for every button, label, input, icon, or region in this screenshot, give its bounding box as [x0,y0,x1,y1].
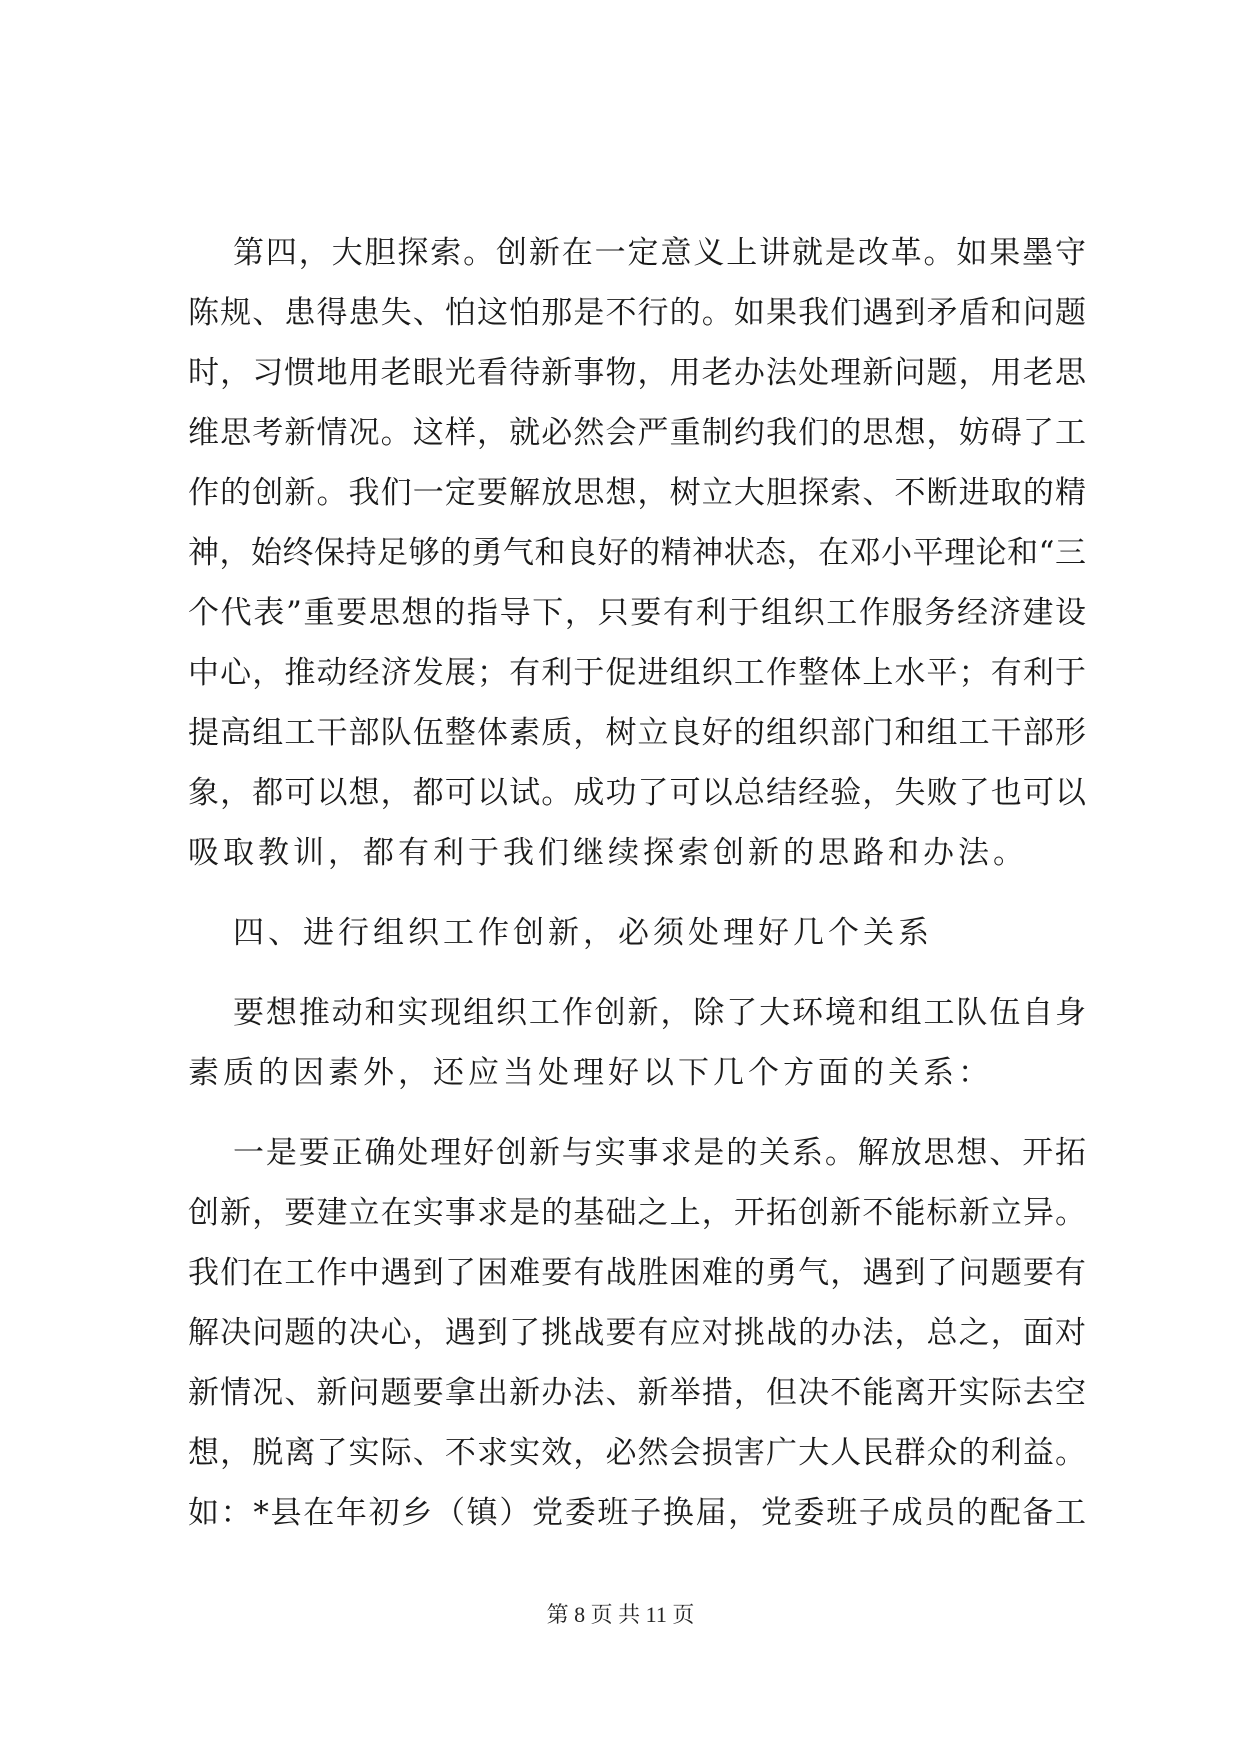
paragraph-line: 中心，推动经济发展；有利于促进组织工作整体上水平；有利于 [188,655,1086,691]
paragraph-line: 时，习惯地用老眼光看待新事物，用老办法处理新问题，用老思 [188,355,1086,391]
paragraph-line: 解决问题的决心，遇到了挑战要有应对挑战的办法，总之，面对 [188,1315,1086,1351]
paragraph-line: 如：*县在年初乡（镇）党委班子换届，党委班子成员的配备工 [188,1495,1086,1531]
paragraph-line: 要想推动和实现组织工作创新，除了大环境和组工队伍自身 [233,995,1086,1031]
paragraph-line: 个代表”重要思想的指导下，只要有利于组织工作服务经济建设 [188,595,1086,631]
paragraph-line: 第四，大胆探索。创新在一定意义上讲就是改革。如果墨守 [233,235,1086,271]
paragraph-line: 吸取教训，都有利于我们继续探索创新的思路和办法。 [188,835,1028,871]
paragraph-line: 神，始终保持足够的勇气和良好的精神状态，在邓小平理论和“三 [188,535,1086,571]
section-heading: 四、进行组织工作创新，必须处理好几个关系 [233,915,933,951]
paragraph-line: 维思考新情况。这样，就必然会严重制约我们的思想，妨碍了工 [188,415,1086,451]
paragraph-line: 作的创新。我们一定要解放思想，树立大胆探索、不断进取的精 [188,475,1086,511]
paragraph-line: 象，都可以想，都可以试。成功了可以总结经验，失败了也可以 [188,775,1086,811]
paragraph-line: 创新，要建立在实事求是的基础之上，开拓创新不能标新立异。 [188,1195,1086,1231]
paragraph-line: 我们在工作中遇到了困难要有战胜困难的勇气，遇到了问题要有 [188,1255,1086,1291]
paragraph-line: 素质的因素外，还应当处理好以下几个方面的关系： [188,1055,993,1091]
page-footer: 第 8 页 共 11 页 [546,1602,695,1627]
paragraph-line: 一是要正确处理好创新与实事求是的关系。解放思想、开拓 [233,1135,1086,1171]
paragraph-line: 想，脱离了实际、不求实效，必然会损害广大人民群众的利益。 [188,1435,1086,1471]
paragraph-line: 陈规、患得患失、怕这怕那是不行的。如果我们遇到矛盾和问题 [188,295,1086,331]
paragraph-line: 提高组工干部队伍整体素质，树立良好的组织部门和组工干部形 [188,715,1086,751]
paragraph-line: 新情况、新问题要拿出新办法、新举措，但决不能离开实际去空 [188,1375,1086,1411]
